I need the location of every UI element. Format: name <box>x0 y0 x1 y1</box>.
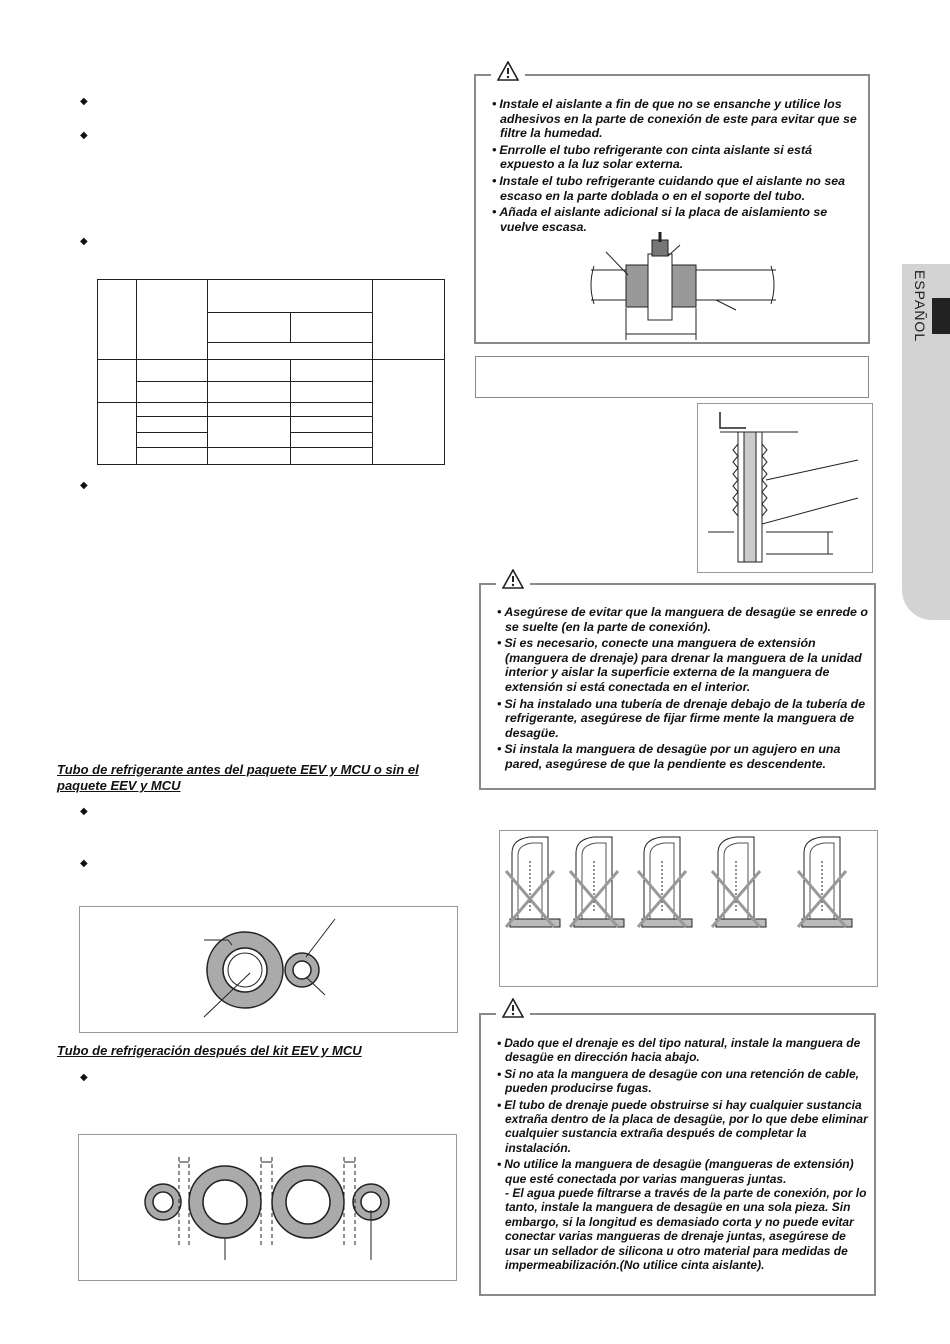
heading-before-kit: Tubo de refrigerante antes del paquete EEV y MCU o sin el paquete EEV y MCU <box>57 762 419 793</box>
warning-item: • Si no ata la manguera de desagüe con una retención de cable, pueden producirse fugas. <box>491 1067 869 1096</box>
bullet-marker: ◆ <box>80 858 88 869</box>
warning-triangle-icon <box>491 61 525 86</box>
warning-item: • Instale el tubo refrigerante cuidando que el aislante no sea escaso en la parte doblada o en el soporte del tubo. <box>486 174 864 203</box>
warning-item: • Si ha instalado una tubería de drenaje debajo de la tubería de refrigerante, asegúrese de fijar firme mente la manguera de desagüe. <box>491 697 869 741</box>
bullet-marker: ◆ <box>80 236 88 247</box>
warning-item: • Dado que el drenaje es del tipo natural, instale la manguera de desagüe en dirección hacia abajo. <box>491 1036 869 1065</box>
warning-item: • Instale el aislante a fin de que no se ensanche y utilice los adhesivos en la parte de conexión de este para evitar que se filtre la humedad. <box>486 97 864 141</box>
bullet-marker: ◆ <box>80 1072 88 1083</box>
language-tab-marker <box>932 298 950 334</box>
warning-item: • Asegúrese de evitar que la manguera de desagüe se enrede o se suelte (en la parte de conexión). <box>491 605 869 634</box>
pipe-spec-table <box>97 279 445 465</box>
warning-box-drain-hose <box>479 583 876 790</box>
pipe-insulation-drawing <box>586 230 786 342</box>
drain-hose-drawing <box>698 404 872 572</box>
warning-box-drainage <box>479 1013 876 1296</box>
warning-item: • Añada el aislante adicional si la placa de aislamiento se vuelve escasa. <box>486 205 864 234</box>
pipe-cross-section-figure <box>79 906 458 1033</box>
warning-item: • Enrrolle el tubo refrigerante con cinta aislante si está expuesto a la luz solar externa. <box>486 143 864 172</box>
warning-triangle-icon <box>496 998 530 1023</box>
bullet-marker: ◆ <box>80 96 88 107</box>
language-label: ESPAÑOL <box>912 270 928 343</box>
wrong-installation-drawing <box>500 831 877 986</box>
note-box <box>475 356 869 398</box>
bullet-marker: ◆ <box>80 806 88 817</box>
warning-triangle-icon <box>496 569 530 594</box>
bullet-marker: ◆ <box>80 130 88 141</box>
heading-after-kit: Tubo de refrigeración después del kit EEV y MCU <box>57 1043 362 1058</box>
warning-box-insulation <box>474 74 870 344</box>
bullet-marker: ◆ <box>80 480 88 491</box>
warning-item: • No utilice la manguera de desagüe (mangueras de extensión) que esté conectada por varias mangueras juntas. - El agua puede filtrarse a través de la parte de conexión, por lo tanto, instale la manguera de desagüe en una sola pieza. Sin embargo, si la longitud es demasiado corta y no puede evitar conectar varias mangueras de drenaje juntas, asegúrese de usar un sellador de silicona u otro material para medidas de impermeabilización.(No utilice cinta aislante). <box>491 1157 869 1272</box>
pipe-cross-section-drawing <box>80 907 457 1032</box>
warning-item: • El tubo de drenaje puede obstruirse si hay cualquier sustancia extraña dentro de la placa de desagüe, por lo que debe eliminar cualquier sustancia extraña después de completar la instalación. <box>491 1098 869 1156</box>
wrong-installation-figure <box>499 830 878 987</box>
warning-item: • Si es necesario, conecte una manguera de extensión (manguera de drenaje) para drenar la manguera de la unidad interior y aislar la superficie externa de la manguera de extensión si está conectada en el interior. <box>491 636 869 694</box>
pipes-after-kit-drawing <box>79 1135 456 1280</box>
drain-hose-figure <box>697 403 873 573</box>
warning-item: • Si instala la manguera de desagüe por un agujero en una pared, asegúrese de que la pendiente es descendente. <box>491 742 869 771</box>
pipes-after-kit-figure <box>78 1134 457 1281</box>
